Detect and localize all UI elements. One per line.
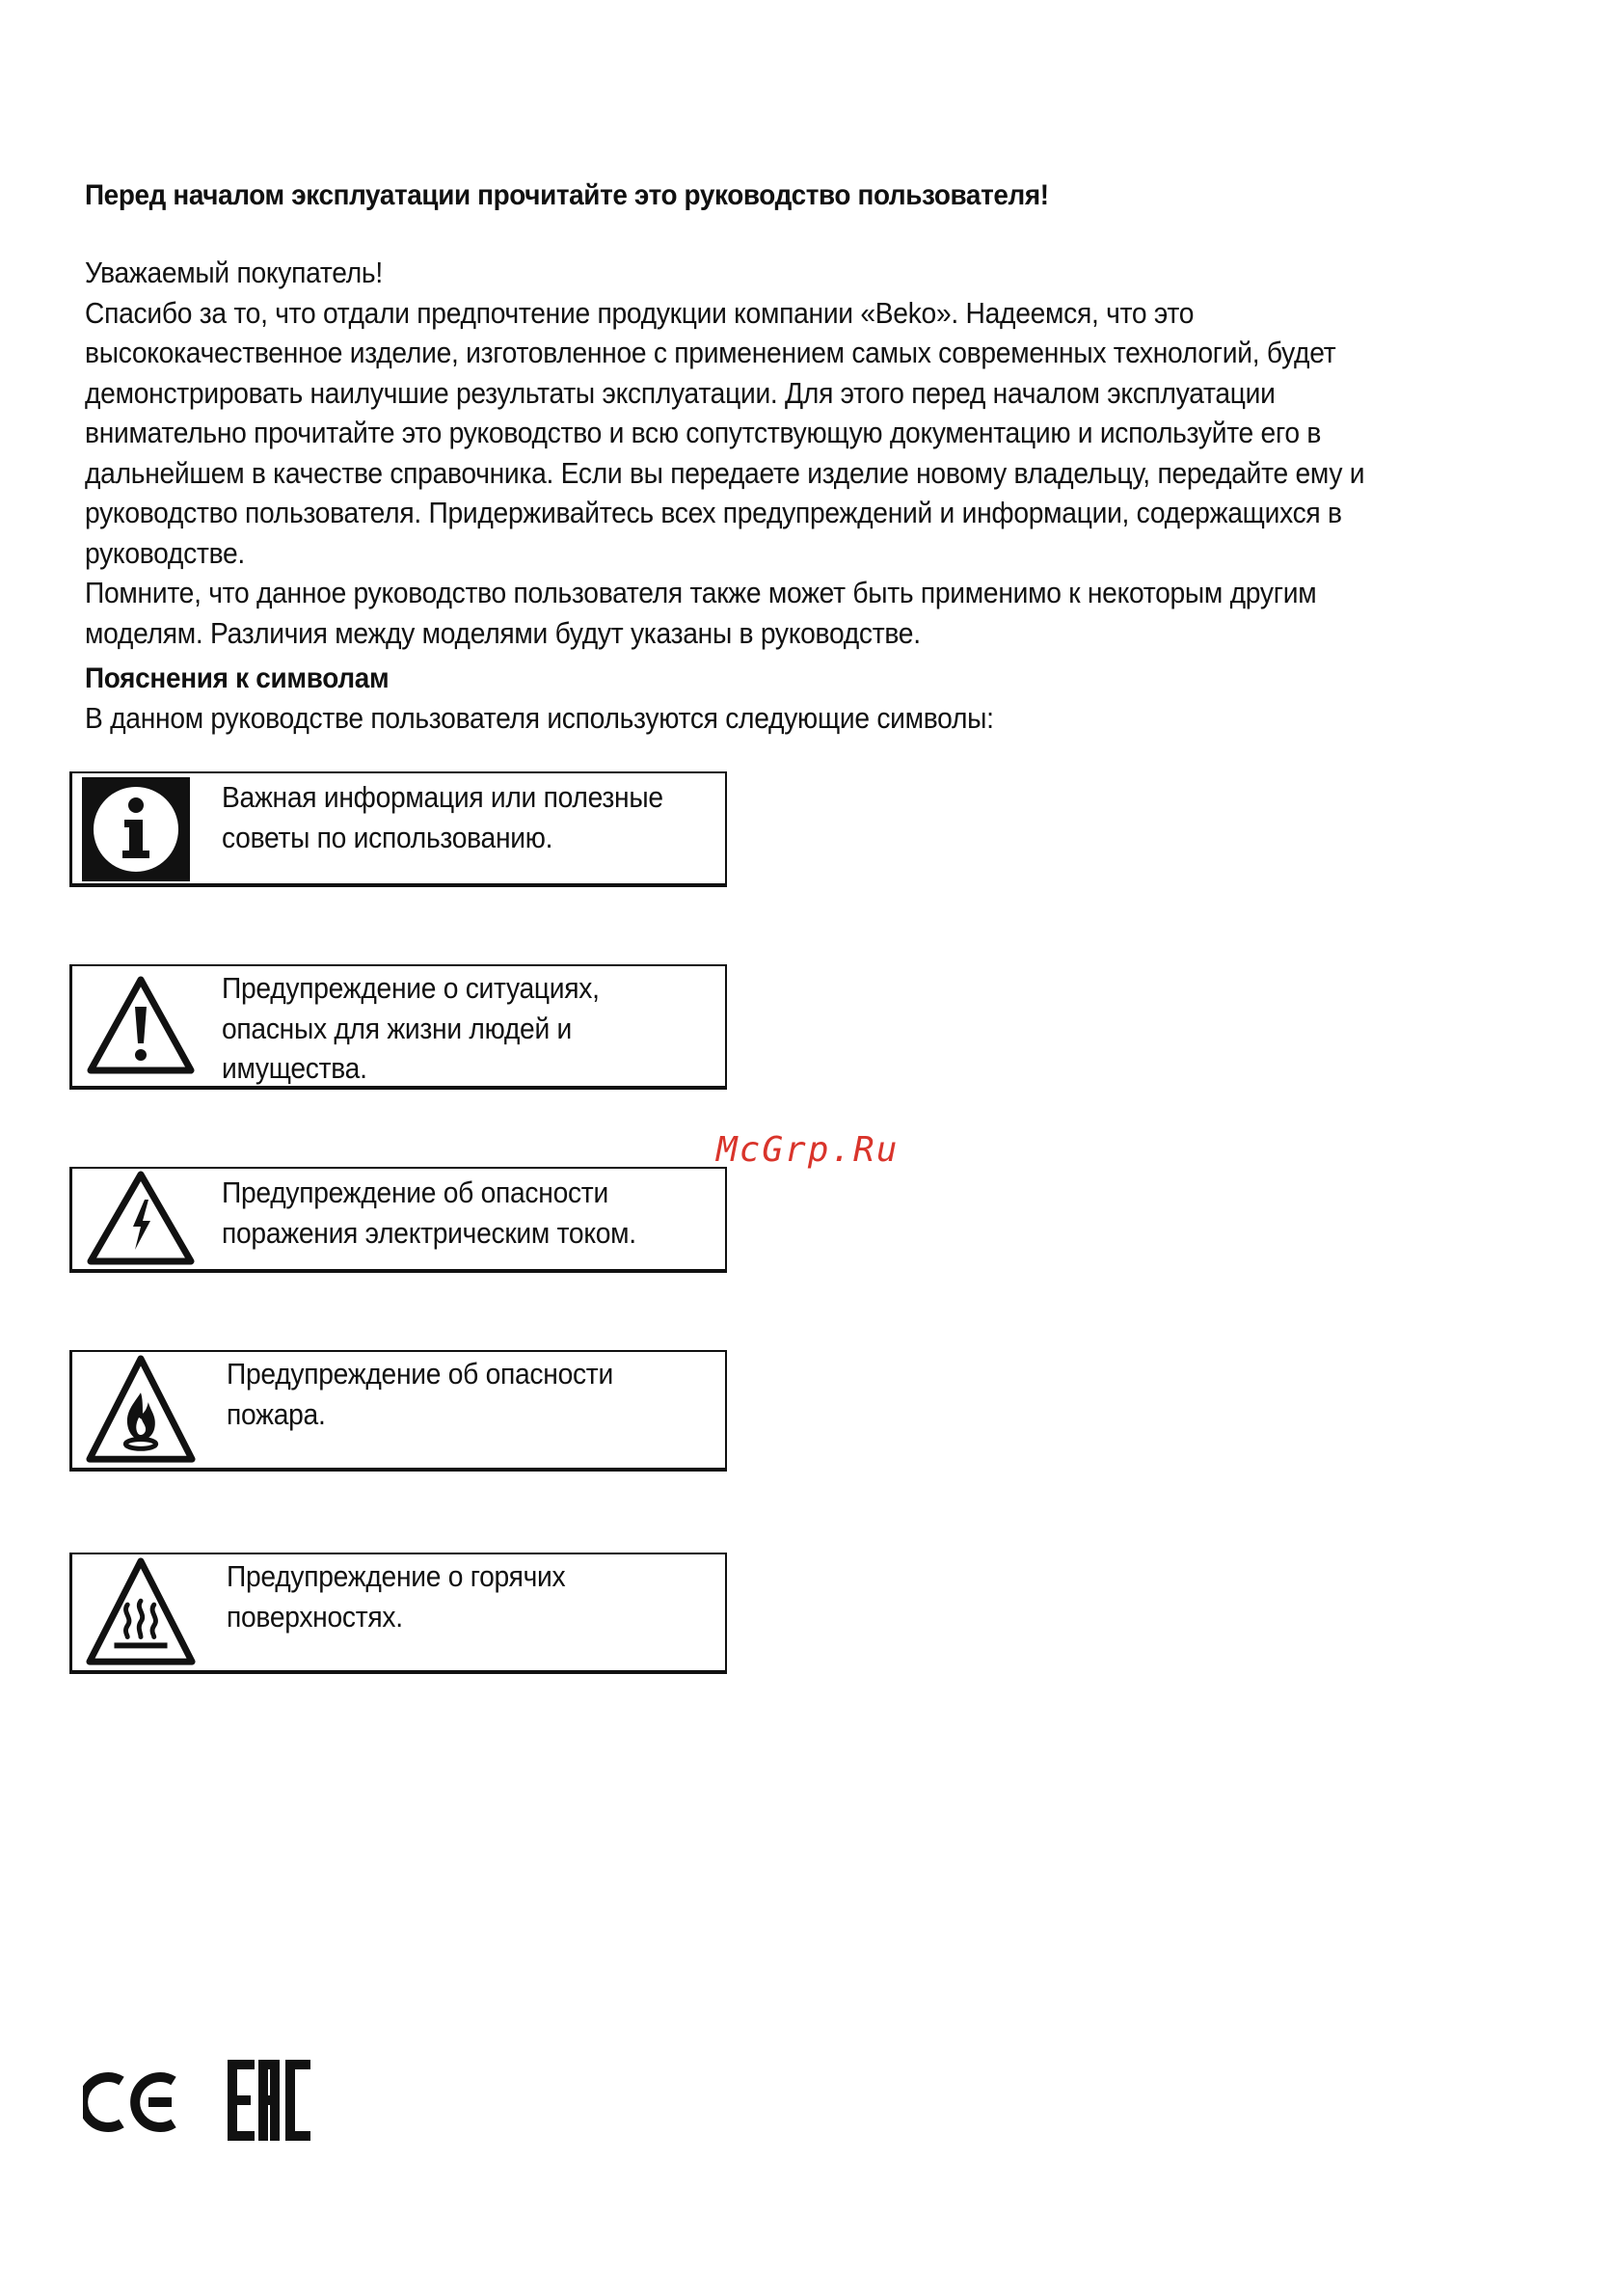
symbol-box-fire — [69, 1350, 727, 1472]
symbol-box-info — [69, 771, 727, 887]
symbols-heading: Пояснения к символам — [85, 662, 390, 694]
intro-line: демонстрировать наилучшие результаты эксплуатации. Для этого перед началом эксплуатации — [85, 375, 1276, 410]
symbol-description: Предупреждение о горячих поверхностях. — [227, 1559, 566, 1634]
note-line: моделям. Различия между моделями будут указаны в руководстве. — [85, 615, 921, 650]
symbol-description: Предупреждение о ситуациях, опасных для жизни людей и имущества. — [222, 971, 600, 1085]
symbols-intro: В данном руководстве пользователя используются следующие символы: — [85, 701, 994, 735]
intro-line: высококачественное изделие, изготовленное с применением самых современных технологий, будет — [85, 336, 1336, 369]
intro-line: руководство пользователя. Придерживайтесь всех предупреждений и информации, содержащихся в — [85, 496, 1342, 529]
page-title: Перед началом эксплуатации прочитайте это руководство пользователя! — [85, 179, 1049, 211]
electric-shock-icon — [84, 1173, 198, 1265]
intro-line: руководстве. — [85, 535, 245, 570]
symbol-box-hot-surface — [69, 1553, 727, 1674]
symbol-description: Предупреждение об опасности пожара. — [227, 1357, 613, 1431]
intro-line: дальнейшем в качестве справочника. Если вы передаете изделие новому владельцу, передайте ему и — [85, 455, 1365, 490]
symbol-description: Важная информация или полезные советы по использованию. — [222, 780, 663, 854]
hot-surface-icon — [84, 1558, 198, 1666]
info-icon — [82, 777, 190, 881]
warning-exclamation-icon — [84, 970, 198, 1082]
intro-line: внимательно прочитайте это руководство и всю сопутствующую документацию и используйте его в — [85, 416, 1322, 449]
ce-mark-icon — [83, 2077, 174, 2127]
certification-marks — [83, 2052, 334, 2145]
intro-text — [85, 253, 1489, 653]
greeting: Уважаемый покупатель! — [85, 256, 383, 289]
intro-line: Спасибо за то, что отдали предпочтение продукции компании «Beko». Надеемся, что это — [85, 295, 1195, 330]
note-line: Помните, что данное руководство пользователя также может быть применимо к некоторым другим — [85, 576, 1317, 609]
symbol-box-electric — [69, 1167, 727, 1273]
watermark: McGrp.Ru — [716, 1130, 900, 1170]
fire-hazard-icon — [84, 1356, 198, 1464]
symbol-description: Предупреждение об опасности поражения электрическим током. — [222, 1175, 636, 1250]
eac-mark-icon — [228, 2060, 310, 2141]
symbol-box-warning — [69, 964, 727, 1090]
